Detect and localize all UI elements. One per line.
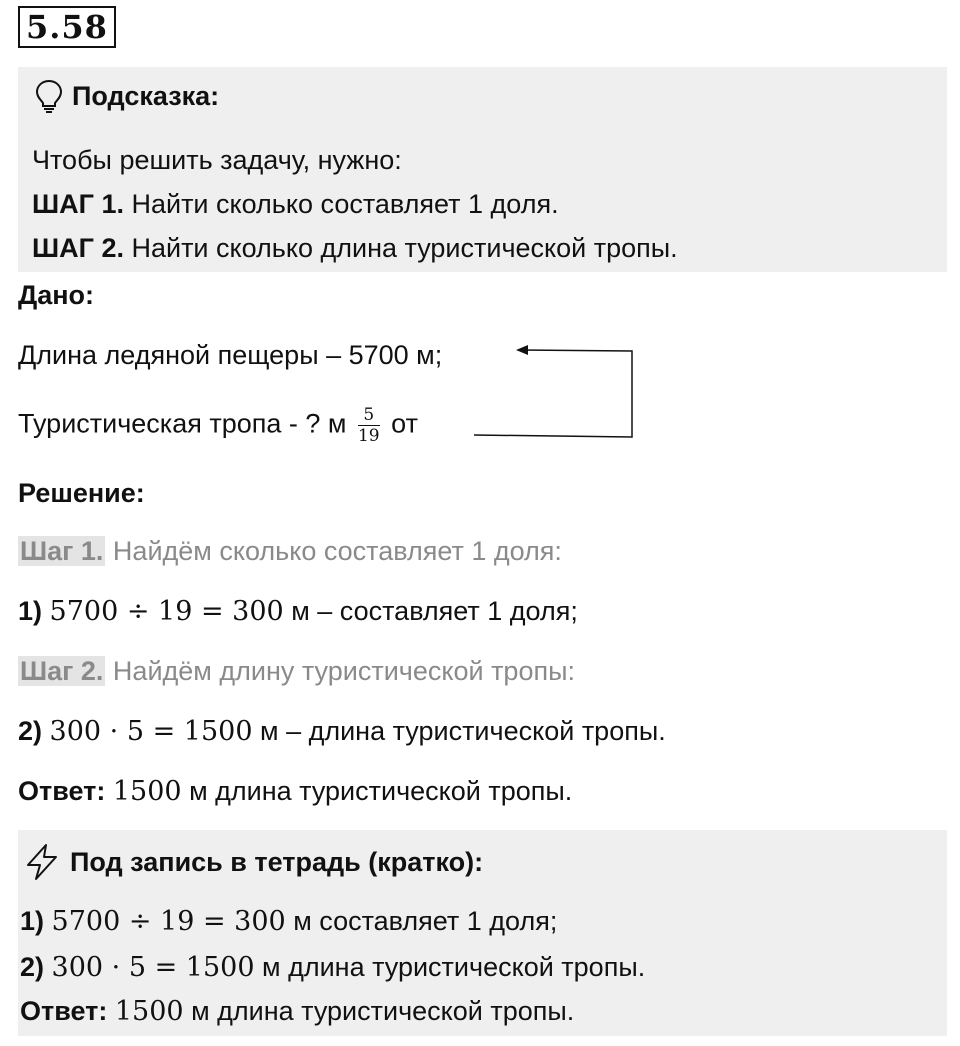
given-title: Дано: xyxy=(18,280,95,310)
fraction-denominator: 19 xyxy=(357,426,380,446)
eq-2-math: 300 · 5 = 1500 xyxy=(49,716,253,747)
hint-intro: Чтобы решить задачу, нужно: xyxy=(32,145,402,175)
lightning-icon xyxy=(22,842,62,882)
short-line-3-text: м длина туристической тропы. xyxy=(183,996,575,1026)
solution-title: Решение: xyxy=(18,478,145,508)
given-line-1: Длина ледяной пещеры – 5700 м; xyxy=(18,340,443,370)
solution-step-1-text: Найдём сколько составляет 1 доля: xyxy=(105,536,562,566)
task-number: 5.58 xyxy=(18,6,116,48)
hint-step-2-text: Найти сколько длина туристической тропы. xyxy=(123,233,678,263)
short-line-1-math: 5700 ÷ 19 = 300 xyxy=(51,906,286,937)
given-line-2-prefix: Туристическая тропа - ? м xyxy=(18,408,347,439)
hint-step-1-label: ШАГ 1. xyxy=(32,189,124,219)
hint-title: Подсказка: xyxy=(72,80,220,111)
answer-label: Ответ: xyxy=(18,776,106,806)
solution-eq-1 xyxy=(18,596,578,627)
solution-answer xyxy=(18,776,572,807)
solution-step-1-label: Шаг 1. xyxy=(20,536,104,566)
solution-eq-2 xyxy=(18,716,666,747)
short-line-2 xyxy=(20,952,645,983)
given-line-2-suffix: от xyxy=(391,408,418,439)
eq-2-number: 2) xyxy=(18,716,43,746)
short-title-row xyxy=(22,842,483,882)
bracket-arrow xyxy=(0,0,960,460)
short-line-1-number: 1) xyxy=(20,906,45,936)
short-line-3-math: 1500 xyxy=(114,996,184,1027)
short-line-1-text: м составляет 1 доля; xyxy=(285,906,558,936)
short-notes-panel xyxy=(18,830,947,1036)
answer-text: м длина туристической тропы. xyxy=(181,776,573,806)
eq-2-text: м – длина туристической тропы. xyxy=(252,716,666,746)
short-line-1 xyxy=(20,906,557,937)
short-line-2-text: м длина туристической тропы. xyxy=(254,952,646,982)
solution-step-2-label: Шаг 2. xyxy=(20,656,104,686)
short-title: Под запись в тетрадь (кратко): xyxy=(70,846,484,877)
solution-step-2-text: Найдём длину туристической тропы: xyxy=(105,656,575,686)
solution-step-1 xyxy=(18,536,562,567)
eq-1-math: 5700 ÷ 19 = 300 xyxy=(49,596,284,627)
eq-1-number: 1) xyxy=(18,596,43,626)
short-line-3-label: Ответ: xyxy=(20,996,108,1026)
short-line-2-math: 300 · 5 = 1500 xyxy=(51,952,255,983)
solution-step-2 xyxy=(18,656,575,687)
hint-step-1-text: Найти сколько составляет 1 доля. xyxy=(123,189,559,219)
eq-1-text: м – составляет 1 доля; xyxy=(283,596,578,626)
short-line-3 xyxy=(20,996,574,1027)
answer-math: 1500 xyxy=(112,776,182,807)
short-line-2-number: 2) xyxy=(20,952,45,982)
fraction-numerator: 5 xyxy=(358,405,380,426)
hint-step-2-label: ШАГ 2. xyxy=(32,233,124,263)
